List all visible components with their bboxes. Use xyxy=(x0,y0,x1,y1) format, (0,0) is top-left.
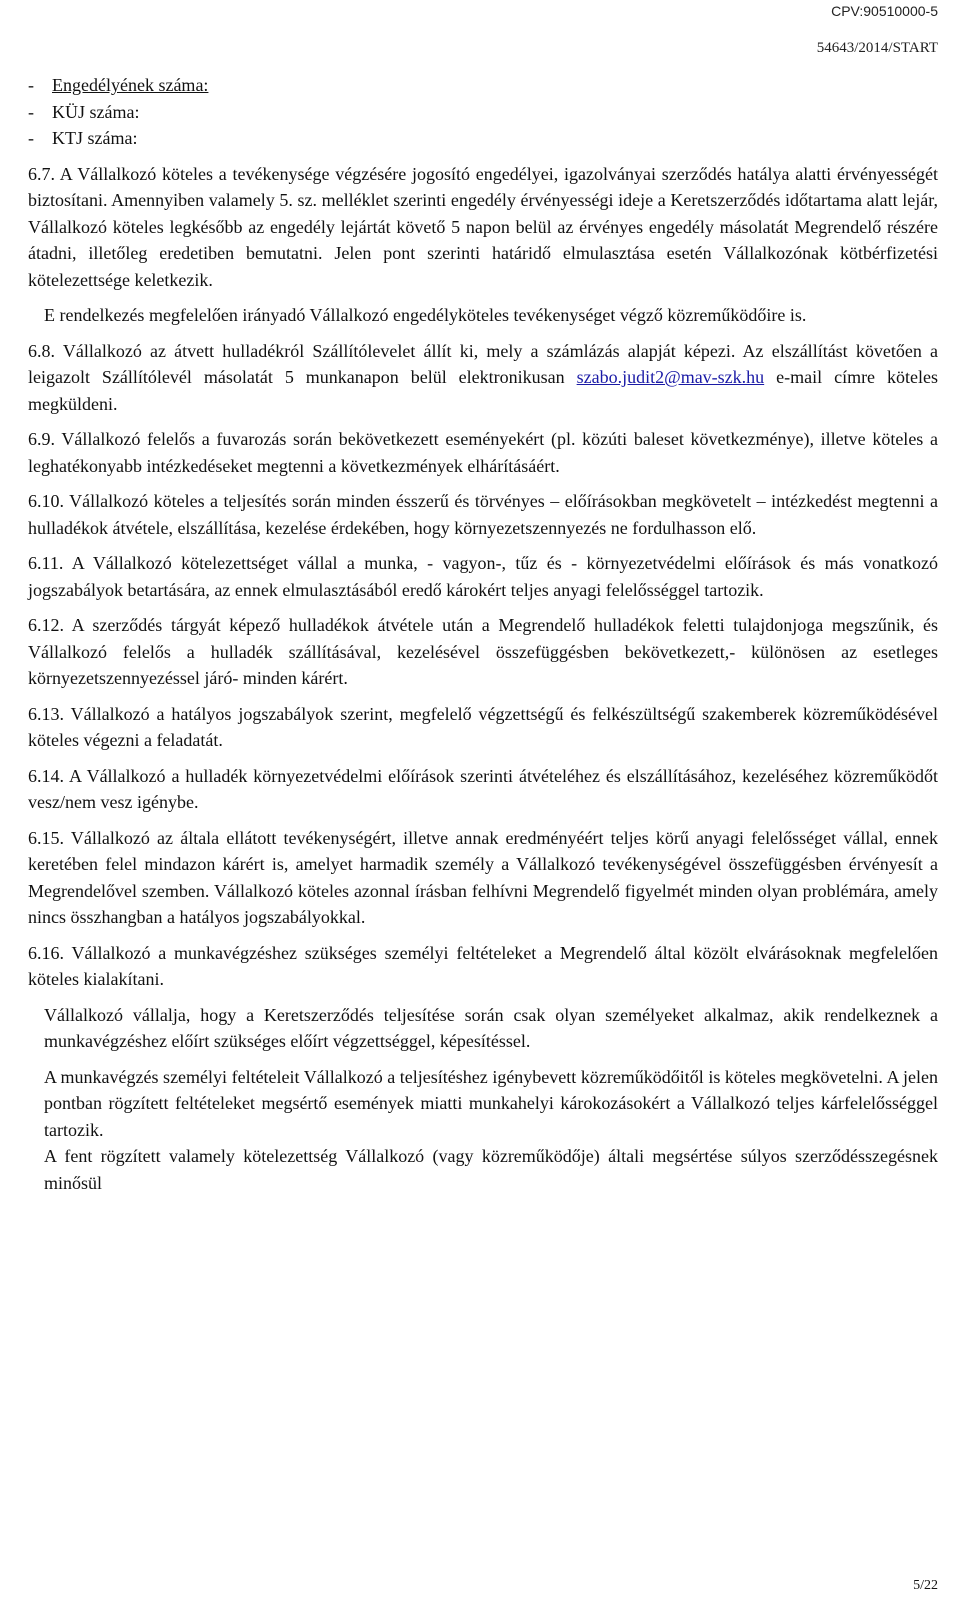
section-text: Vállalkozó felelős a fuvarozás során bekövetkezett eseményekért (pl. közúti baleset következménye), illetve köteles a leghatékonyabb intézkedéseket megtenni a következmények elhárításáért. xyxy=(28,429,938,476)
section-6-8 xyxy=(28,338,938,418)
list-item-text: KÜJ száma: xyxy=(52,101,140,122)
section-number: 6.7. xyxy=(28,163,55,184)
section-6-7 xyxy=(28,161,938,294)
section-number: 6.9. xyxy=(28,429,55,449)
list-item: - KTJ száma: xyxy=(28,125,938,152)
section-6-16-para-1: Vállalkozó vállalja, hogy a Keretszerződés teljesítése során csak olyan személyeket alkalmaz, akik rendelkeznek a munkavégzéshez előírt szükséges előírt végzettséggel, képesítéssel. xyxy=(44,1004,938,1051)
section-text-end: e-mail címre köteles megküldeni. xyxy=(28,367,938,414)
list-item: - KÜJ száma: xyxy=(28,99,938,126)
section-text: Vállalkozó a munkavégzéshez szükséges személyi feltételeket a Megrendelő által közölt elvárásoknak megfelelően köteles kialakítani. xyxy=(28,942,938,989)
section-number: 6.12. xyxy=(28,615,64,635)
section-6-9 xyxy=(28,426,938,479)
section-6-7-extra: E rendelkezés megfelelően irányadó Vállalkozó engedélyköteles tevékenységet végző közreműködőire is. xyxy=(44,305,807,325)
section-number: 6.13. xyxy=(28,703,64,724)
section-number: 6.11. xyxy=(28,553,64,573)
section-number: 6.10. xyxy=(28,491,64,511)
section-text: A Vállalkozó kötelezettséget vállal a munka, - vagyon-, tűz és - környezetvédelmi előírások és más vonatkozó jogszabályok betartására, az ennek elmulasztásából eredő károkért teljes anyagi felelősséggel tartozik. xyxy=(28,553,938,600)
section-6-11 xyxy=(28,550,938,603)
section-number: 6.16. xyxy=(28,942,64,963)
registry-number: 54643/2014/START xyxy=(816,40,938,56)
section-6-16 xyxy=(28,940,938,993)
section-text: A szerződés tárgyát képező hulladékok átvétele után a Megrendelő hulladékok feletti tulajdonjoga megszűnik, és Vállalkozó felelős a hulladék szállításával, kezelésével összefüggésben bekövetkezett,- különösen az esetleges környezetszennyezéssel járó- minden kárért. xyxy=(28,615,939,688)
email-link[interactable]: szabo.judit2@mav-szk.hu xyxy=(576,367,765,387)
list-item-text: Engedélyének száma: xyxy=(52,75,209,95)
section-number: 6.15. xyxy=(28,827,64,848)
section-text: Vállalkozó az általa ellátott tevékenységért, illetve annak eredményéért teljes körű anyagi felelősséget vállal, ennek keretében felel mindazon kárért is, amelyet harmadik személy a Vállalkozó tevékenységével összefüggésben érvényesít a Megrendelővel szemben. Vállalkozó köteles azonnal írásban felhívni Megrendelő figyelmét minden olyan problémára, amely nincs összhangban a hatályos jogszabályokkal. xyxy=(28,827,938,927)
section-number: 6.8. xyxy=(28,340,55,361)
section-text: Vállalkozó az átvett hulladékról Szállítólevelet állít ki, mely a számlázás alapját képezi. Az elszállítást követően a leigazolt Szállítólevél másolatát 5 munkanapon belül elektronikusan xyxy=(28,340,938,387)
section-text: Vállalkozó köteles a teljesítés során minden ésszerű és törvényes – előírásokban megkövetelt – intézkedést megtenni a hulladékok átvétele, elszállítása, kezelése érdekében, hogy környezetszennyezés ne fordulhasson elő. xyxy=(28,491,938,538)
section-6-14 xyxy=(28,763,938,816)
document-body xyxy=(28,72,938,1205)
section-text: Vállalkozó a hatályos jogszabályok szerint, megfelelő végzettségű és felkészültségű szakemberek közreműködésével köteles végezni a feladatát. xyxy=(28,703,938,750)
section-6-16-para-2: A munkavégzés személyi feltételeit Vállalkozó a teljesítéshez igénybevett közreműködőitől is köteles megkövetelni. A jelen pontban rögzített feltételeket megsértő események miatti munkahelyi károkozásokért a Vállalkozó teljes kárfelelősséggel tartozik. xyxy=(44,1066,938,1140)
section-6-16-para-3: A fent rögzített valamely kötelezettség Vállalkozó (vagy közreműködője) általi megsértése súlyos szerződésszegésnek minősül xyxy=(44,1146,938,1193)
list-item: - Engedélyének száma: xyxy=(28,72,938,99)
section-text: A Vállalkozó köteles a tevékenysége végzésére jogosító engedélyei, igazolványai szerződés hatálya alatti érvényességét biztosítani. Amennyiben valamely 5. sz. melléklet szerinti engedély érvényességi ideje a Keretszerződés időtartama alatt lejár, Vállalkozó köteles legkésőbb az engedély lejártát követő 5 napon belül az érvényes engedély másolatát Megrendelő részére átadni, illetőleg eredetiben bemutatni. Jelen pont szerinti határidő elmulasztása esetén Vállalkozónak kötbérfizetési kötelezettsége keletkezik. xyxy=(28,163,938,290)
section-6-12 xyxy=(28,612,938,692)
section-number: 6.14. xyxy=(28,765,64,786)
section-6-13 xyxy=(28,701,938,754)
section-text: A Vállalkozó a hulladék környezetvédelmi előírások szerinti átvételéhez és elszállításához, kezeléséhez közreműködőt vesz/nem vesz igénybe. xyxy=(28,765,939,812)
section-6-10 xyxy=(28,488,938,541)
list-item-text: KTJ száma: xyxy=(52,128,138,148)
page-number: 5/22 xyxy=(913,1578,938,1593)
cpv-code: CPV:90510000-5 xyxy=(831,3,938,19)
section-6-15 xyxy=(28,825,938,931)
permit-list xyxy=(28,72,938,152)
